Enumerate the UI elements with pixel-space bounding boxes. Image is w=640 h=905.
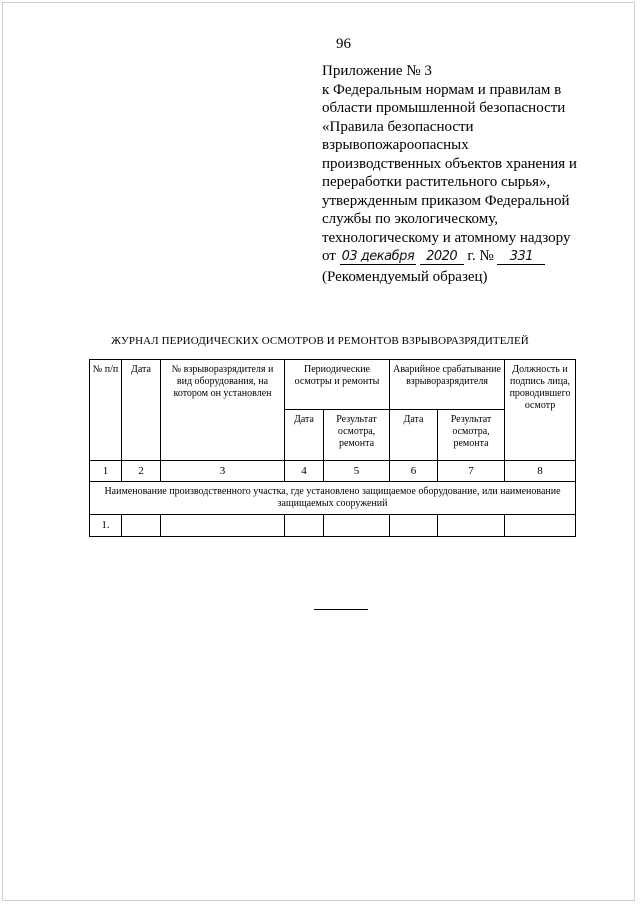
table-cell bbox=[285, 515, 324, 537]
table-cell bbox=[505, 515, 576, 537]
appendix-line: взрывопожароопасных bbox=[322, 137, 469, 153]
column-number: 5 bbox=[324, 461, 390, 482]
column-number: 8 bbox=[505, 461, 576, 482]
table-cell bbox=[122, 515, 161, 537]
journal-title: ЖУРНАЛ ПЕРИОДИЧЕСКИХ ОСМОТРОВ И РЕМОНТОВ ВЗРЫВОРАЗРЯДИТЕЛЕЙ bbox=[111, 335, 529, 347]
header-device: № взрыворазрядителя и вид оборудования, на котором он установлен bbox=[161, 360, 285, 461]
appendix-line: переработки растительного сырья», bbox=[322, 174, 551, 190]
handwritten-order-number: 331 bbox=[497, 250, 545, 265]
table-cell: 1. bbox=[90, 515, 122, 537]
order-date-line bbox=[322, 247, 622, 266]
page-number: 96 bbox=[336, 36, 351, 52]
subheader-result-2: Результат осмотра, ремонта bbox=[438, 410, 505, 461]
section-row bbox=[90, 482, 576, 515]
appendix-line: службы по экологическому, bbox=[322, 211, 498, 227]
header-num: № п/п bbox=[90, 360, 122, 461]
journal-table bbox=[89, 359, 576, 537]
subheader-date-2: Дата bbox=[390, 410, 438, 461]
column-numbers-row bbox=[90, 461, 576, 482]
header-date: Дата bbox=[122, 360, 161, 461]
number-label: № bbox=[479, 248, 494, 264]
table-cell bbox=[438, 515, 505, 537]
appendix-line: технологическому и атомному надзору bbox=[322, 229, 571, 246]
appendix-line: утвержденным приказом Федеральной bbox=[322, 192, 570, 209]
from-label: от bbox=[322, 248, 336, 264]
appendix-line: области промышленной безопасности bbox=[322, 100, 566, 116]
column-number: 1 bbox=[90, 461, 122, 482]
recommended-sample-label: (Рекомендуемый образец) bbox=[322, 269, 488, 285]
appendix-line: Приложение № 3 bbox=[322, 63, 432, 79]
section-label: Наименование производственного участка, где установлено защищаемое оборудование, или наименование защищаемых сооружений bbox=[90, 482, 576, 515]
appendix-block bbox=[322, 62, 622, 266]
column-number: 6 bbox=[390, 461, 438, 482]
table-row bbox=[90, 515, 576, 537]
appendix-line: производственных объектов хранения и bbox=[322, 155, 577, 172]
table-cell bbox=[390, 515, 438, 537]
column-number: 4 bbox=[285, 461, 324, 482]
header-emergency: Аварийное срабатывание взрыворазрядителя bbox=[390, 360, 505, 410]
handwritten-year: 2020 bbox=[420, 250, 464, 265]
appendix-line: «Правила безопасности bbox=[322, 118, 474, 135]
subheader-date-1: Дата bbox=[285, 410, 324, 461]
column-number: 3 bbox=[161, 461, 285, 482]
column-number: 2 bbox=[122, 461, 161, 482]
subheader-result-1: Результат осмотра, ремонта bbox=[324, 410, 390, 461]
table-cell bbox=[324, 515, 390, 537]
header-position: Должность и подпись лица, проводившего осмотр bbox=[505, 360, 576, 461]
footer-rule bbox=[314, 609, 368, 610]
column-number: 7 bbox=[438, 461, 505, 482]
appendix-line: к Федеральным нормам и правилам в bbox=[322, 81, 562, 98]
handwritten-date: 03 декабря bbox=[341, 249, 415, 264]
header-periodic: Периодические осмотры и ремонты bbox=[285, 360, 390, 410]
year-suffix: г. bbox=[467, 248, 476, 264]
table-cell bbox=[161, 515, 285, 537]
